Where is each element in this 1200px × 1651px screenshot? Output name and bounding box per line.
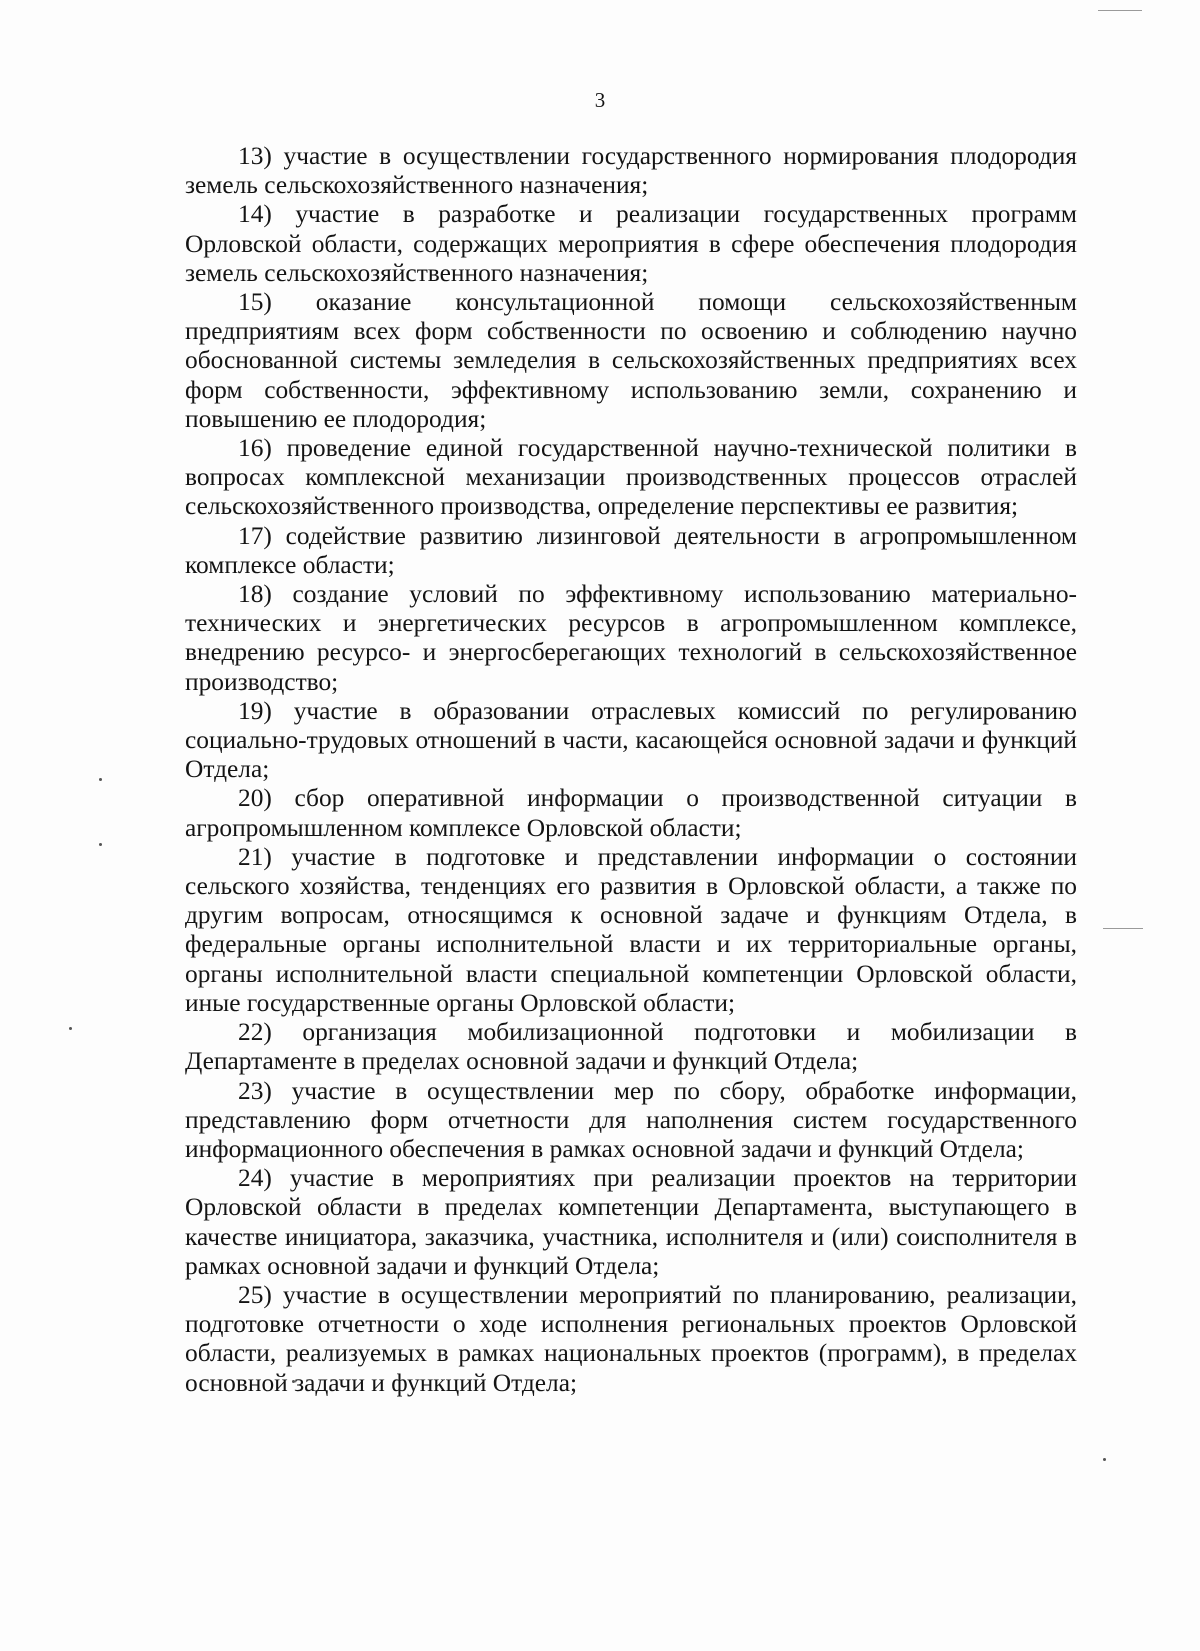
list-item: 14) участие в разработке и реализации государственных программ Орловской области, содержащих мероприятия в сфере обеспечения плодородия земель сельскохозяйственного назначения; [185, 200, 1077, 287]
list-item: 20) сбор оперативной информации о производственной ситуации в агропромышленном комплексе Орловской области; [185, 784, 1077, 842]
scan-dot [99, 843, 102, 846]
scan-dot [69, 1027, 72, 1030]
list-item: 21) участие в подготовке и представлении информации о состоянии сельского хозяйства, тенденциях его развития в Орловской области, а также по другим вопросам, относящимся к основной задаче и функциям Отдела, в федеральные органы исполнительной власти и их территориальные органы, органы исполнительной власти специальной компетенции Орловской области, иные государственные органы Орловской области; [185, 842, 1077, 1017]
scan-dot [99, 778, 102, 781]
scan-mark-right [1103, 928, 1143, 929]
list-item: 17) содействие развитию лизинговой деятельности в агропромышленном комплексе области; [185, 521, 1077, 579]
list-item: 24) участие в мероприятиях при реализации проектов на территории Орловской области в пределах компетенции Департамента, выступающего в качестве инициатора, заказчика, участника, исполнителя и (или) соисполнителя в рамках основной задачи и функций Отдела; [185, 1164, 1077, 1280]
scan-mark-top-right [1098, 10, 1142, 11]
list-item: 25) участие в осуществлении мероприятий по планированию, реализации, подготовке отчетности о ходе исполнения региональных проектов Орловской области, реализуемых в рамках национальных проектов (программ), в пределах основной задачи и функций Отдела; [185, 1280, 1077, 1397]
list-item: 15) оказание консультационной помощи сельскохозяйственным предприятиям всех форм собственности по освоению и соблюдению научно обоснованной системы земледелия в сельскохозяйственных предприятиях всех форм собственности, эффективному использованию земли, сохранению и повышению ее плодородия; [185, 288, 1077, 433]
list-item: 16) проведение единой государственной научно-технической политики в вопросах комплексной механизации производственных процессов отраслей сельскохозяйственного производства, определение перспективы ее развития; [185, 434, 1077, 521]
list-item: 13) участие в осуществлении государственного нормирования плодородия земель сельскохозяйственного назначения; [185, 142, 1077, 200]
document-body [185, 142, 1077, 1398]
list-item: 23) участие в осуществлении мер по сбору, обработке информации, представлению форм отчетности для наполнения систем государственного информационного обеспечения в рамках основной задачи и функций Отдела; [185, 1076, 1077, 1163]
list-item: 22) организация мобилизационной подготовки и мобилизации в Департаменте в пределах основной задачи и функций Отдела; [185, 1018, 1077, 1076]
page-number: 3 [594, 88, 606, 112]
list-item: 18) создание условий по эффективному использованию материально-технических и энергетических ресурсов в агропромышленном комплексе, внедрению ресурсо- и энергосберегающих технологий в сельскохозяйственное производство; [185, 580, 1077, 696]
scan-dot [1103, 1458, 1106, 1461]
list-item: 19) участие в образовании отраслевых комиссий по регулированию социально-трудовых отношений в части, касающейся основной задачи и функций Отдела; [185, 696, 1077, 784]
